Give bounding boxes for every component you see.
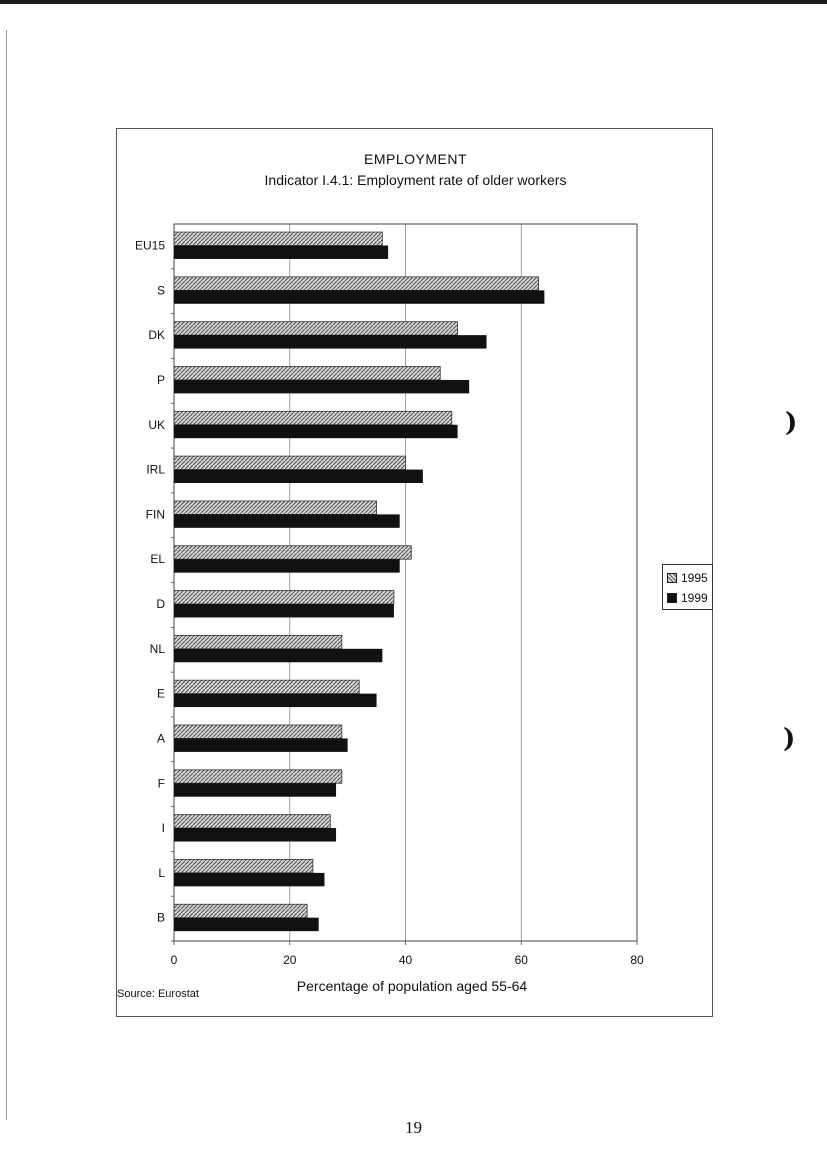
bar-1995-uk (174, 411, 452, 424)
bar-1999-el (174, 559, 400, 572)
y-tick-label-i: I (161, 821, 165, 836)
bar-1999-irl (174, 470, 423, 483)
x-tick-label-20: 20 (283, 953, 297, 967)
y-tick-label-e: E (156, 686, 165, 701)
bar-1995-a (174, 725, 342, 738)
y-tick-label-a: A (156, 731, 165, 746)
bar-1995-fin (174, 501, 377, 514)
bar-1999-s (174, 290, 544, 303)
legend-entry-1999 (667, 590, 708, 606)
legend-label-1995: 1995 (681, 571, 708, 585)
right-paren-mark-2: ) (783, 724, 796, 754)
chart-title: EMPLOYMENT (363, 151, 467, 167)
bar-1995-f (174, 770, 342, 783)
y-tick-label-eu15: EU15 (134, 238, 165, 253)
bar-1999-uk (174, 425, 458, 438)
y-tick-label-fin: FIN (145, 507, 165, 522)
bar-1999-nl (174, 649, 382, 662)
bar-plot (117, 129, 714, 1018)
legend-entry-1995 (667, 570, 708, 586)
chart-frame (116, 128, 713, 1017)
left-margin-line (6, 30, 7, 1120)
bar-1999-e (174, 694, 377, 707)
y-tick-label-nl: NL (149, 641, 165, 656)
bar-1999-p (174, 380, 469, 393)
y-tick-label-f: F (157, 776, 165, 791)
y-tick-label-l: L (158, 865, 165, 880)
y-tick-label-irl: IRL (146, 462, 165, 477)
page-number: 19 (405, 1118, 422, 1137)
y-tick-label-d: D (156, 597, 165, 612)
bar-1995-p (174, 367, 440, 380)
top-rule (0, 0, 827, 4)
chart-subtitle: Indicator I.4.1: Employment rate of older workers (264, 172, 567, 188)
bar-1999-l (174, 873, 324, 886)
bar-1995-i (174, 815, 330, 828)
bar-1999-fin (174, 514, 400, 527)
y-tick-label-dk: DK (148, 328, 165, 343)
bar-1999-dk (174, 335, 487, 348)
y-tick-label-uk: UK (148, 417, 165, 432)
x-tick-label-60: 60 (514, 953, 528, 967)
y-tick-label-s: S (156, 283, 165, 298)
y-tick-label-b: B (156, 910, 165, 925)
legend-swatch-1999 (667, 593, 677, 603)
bar-1995-irl (174, 456, 406, 469)
bar-1995-b (174, 904, 307, 917)
bar-1999-d (174, 604, 394, 617)
x-tick-label-80: 80 (630, 953, 644, 967)
bar-1995-dk (174, 322, 458, 335)
bar-1995-l (174, 859, 313, 872)
y-tick-label-el: EL (150, 552, 165, 567)
bar-1995-el (174, 546, 411, 559)
x-axis-label: Percentage of population aged 55-64 (296, 978, 528, 994)
bar-1995-nl (174, 635, 342, 648)
legend-label-1999: 1999 (681, 591, 708, 605)
bar-1995-d (174, 591, 394, 604)
bar-1995-s (174, 277, 539, 290)
bar-1999-f (174, 783, 336, 796)
chart-legend (662, 564, 713, 610)
bar-1999-a (174, 738, 348, 751)
x-tick-label-40: 40 (398, 953, 413, 967)
right-paren-mark: ) (785, 408, 798, 438)
x-tick-label-0: 0 (170, 953, 178, 967)
bar-1999-eu15 (174, 246, 388, 259)
bar-1995-eu15 (174, 232, 382, 245)
bar-1995-e (174, 680, 359, 693)
bar-1999-i (174, 828, 336, 841)
legend-swatch-1995 (667, 573, 677, 583)
bar-1999-b (174, 918, 319, 931)
source-note: Source: Eurostat (117, 988, 199, 1000)
y-tick-label-p: P (156, 372, 165, 387)
